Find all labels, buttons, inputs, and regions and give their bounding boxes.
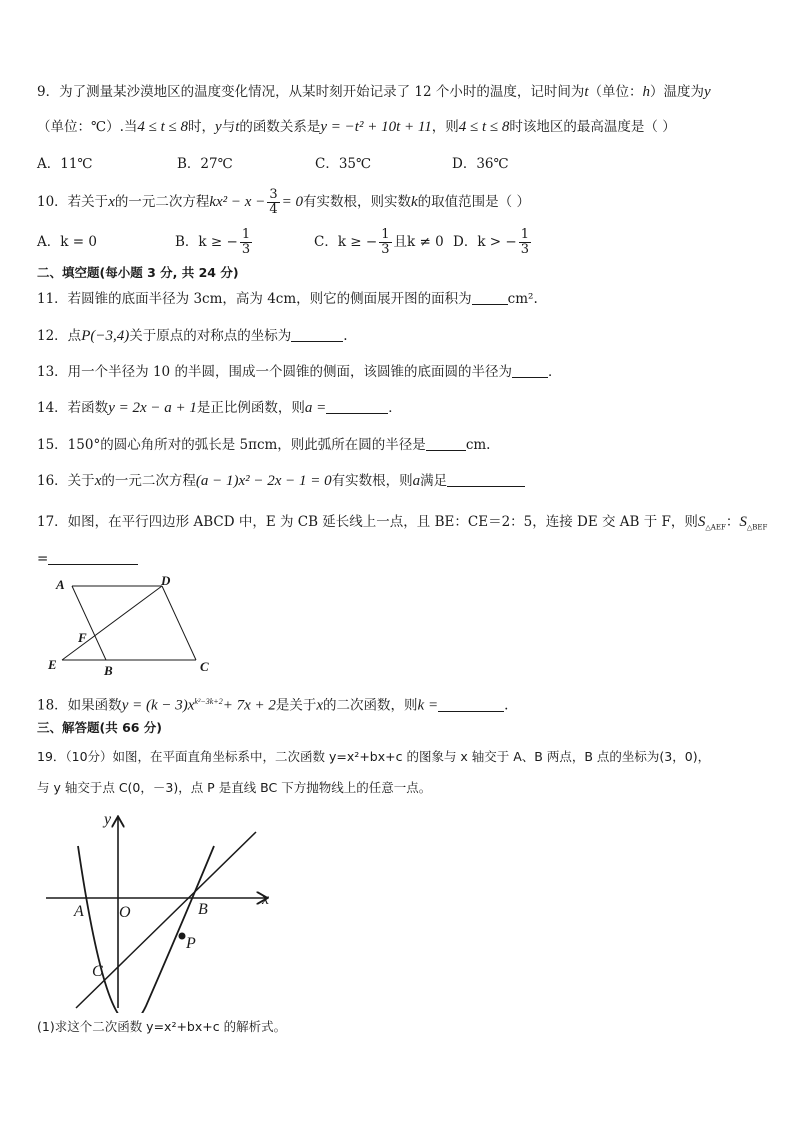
- q15-answer-blank[interactable]: [426, 436, 466, 451]
- section-fill-in-heading: 二、填空题(每小题 3 分, 共 24 分): [37, 265, 239, 280]
- q18: 18．如果函数$y = (k - 3)x^{k^2-3k+2}+ 7x + 2$是关于x的二次函数，则k = .: [37, 697, 509, 714]
- q10-option-d[interactable]: D．k > − $\frac{1}{3}$: [453, 227, 529, 257]
- line-bc: [76, 832, 256, 1008]
- q11: 11．若圆锥的底面半径为 3cm，高为 4cm，则它的侧面展开图的面积为 cm².: [37, 291, 538, 307]
- q12: 12．点P(−3,4)关于原点的对称点的坐标为 .: [37, 328, 348, 344]
- label-a: A: [56, 577, 65, 592]
- q11-answer-blank[interactable]: [472, 290, 508, 305]
- q13: 13．用一个半径为 10 的半圆，围成一个圆锥的侧面，该圆锥的底面圆的半径为 ．: [37, 364, 562, 380]
- q16: 16．关于x的一元二次方程(a − 1)x² − 2x − 1 = 0有实数根，则a满足: [37, 471, 525, 491]
- q19-subquestion-1: (1)求这个二次函数 y=x²+bx+c 的解析式。: [37, 1019, 287, 1034]
- q18-answer-blank[interactable]: [438, 697, 504, 712]
- q12-answer-blank[interactable]: [291, 327, 343, 342]
- q17-answer-row: =: [37, 549, 138, 569]
- label-x-axis: x: [262, 891, 270, 908]
- q17: 17．如图，在平行四边形 ABCD 中，E 为 CB 延长线上一点，且 BE：CE＝2：5，连接 DE 交 AB 于 F，则$S_{\triangle AEF}$：$S_{\triangle BEF}$: [37, 514, 768, 532]
- label-b: B: [198, 901, 208, 918]
- q17-answer-blank[interactable]: [48, 550, 138, 565]
- label-f: F: [78, 630, 87, 645]
- point-p: [179, 933, 186, 940]
- q9-option-c[interactable]: C．35℃: [315, 156, 372, 172]
- parabola-curve: [78, 846, 214, 1013]
- q16-answer-blank[interactable]: [447, 472, 525, 487]
- q19-parabola-figure: [40, 808, 280, 1013]
- q10-option-b[interactable]: B．k ≥ − $\frac{1}{3}$: [175, 227, 251, 257]
- q9-option-d[interactable]: D．36℃: [452, 156, 509, 172]
- q10-options: [37, 224, 757, 260]
- label-o: O: [119, 904, 131, 921]
- q9-option-b[interactable]: B．27℃: [177, 156, 233, 172]
- q19-line2: 与 y 轴交于点 C(0，－3)，点 P 是直线 BC 下方抛物线上的任意一点。: [37, 780, 432, 795]
- q14: 14．若函数y = 2x − a + 1是正比例函数，则a = ．: [37, 400, 402, 416]
- q9-option-a[interactable]: A．11℃: [37, 156, 93, 172]
- label-c: C: [92, 963, 103, 980]
- label-p: P: [186, 935, 196, 952]
- section-solutions-heading: 三、解答题(共 66 分): [37, 720, 163, 735]
- q13-answer-blank[interactable]: [512, 363, 548, 378]
- label-d: D: [161, 573, 171, 588]
- q10-option-a[interactable]: A．k = 0: [37, 234, 97, 250]
- q10-line1: 10．若关于x的一元二次方程kx² − x − $\frac{3}{4}$ = 0有实数根，则实数k的取值范围是（ ）: [37, 187, 530, 217]
- label-y-axis: y: [104, 811, 112, 828]
- q14-answer-blank[interactable]: [326, 399, 388, 414]
- edge-dc: [162, 586, 196, 660]
- q9-line2: （单位：℃）.当4 ≤ t ≤ 8时，y与t的函数关系是y = −t² + 10t + 11，则4 ≤ t ≤ 8时该地区的最高温度是（ ）: [37, 119, 676, 135]
- q10-fraction: $\frac{3}{4}$: [269, 187, 278, 217]
- label-e: E: [48, 657, 57, 672]
- label-b: B: [104, 663, 113, 678]
- q10-option-c[interactable]: C．k ≥ − $\frac{1}{3}$ 且k ≠ 0: [314, 227, 444, 257]
- q9-line1: 9．为了测量某沙漠地区的温度变化情况，从某时刻开始记录了 12 个小时的温度，记时间为t（单位：h）温度为y: [37, 84, 711, 100]
- label-a: A: [74, 903, 84, 920]
- q15: 15．150°的圆心角所对的弧长是 5πcm，则此弧所在圆的半径是 cm.: [37, 437, 491, 453]
- label-c: C: [200, 659, 209, 674]
- q17-parallelogram-figure: [40, 572, 220, 680]
- q19-line1: 19．（10分）如图，在平面直角坐标系中，二次函数 y=x²+bx+c 的图象与 x 轴交于 A、B 两点，B 点的坐标为(3，0)，: [37, 749, 711, 764]
